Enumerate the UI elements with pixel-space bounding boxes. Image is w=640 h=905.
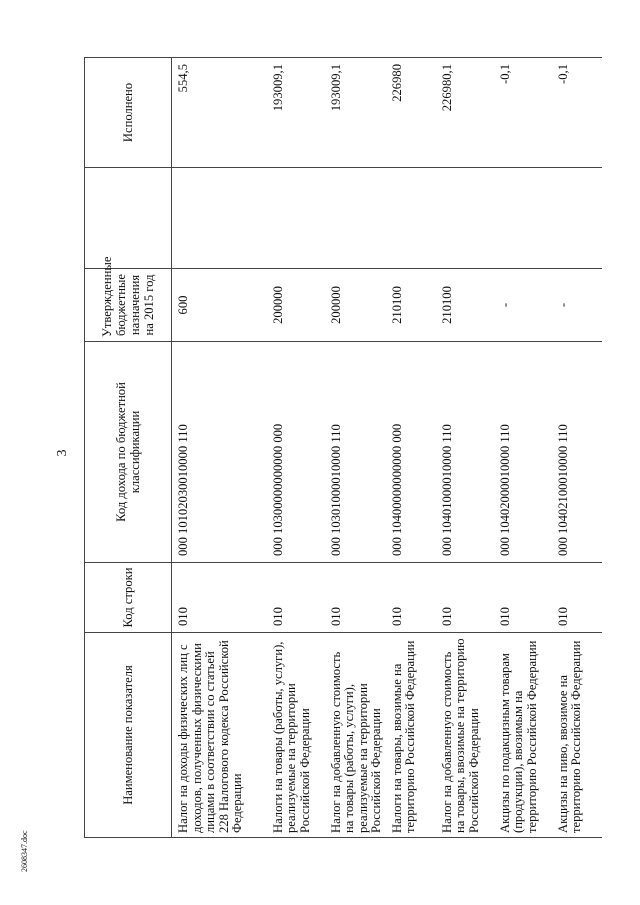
approved-value: 210100 <box>436 269 494 342</box>
spacer-cell <box>552 168 602 269</box>
line-code: 010 <box>552 563 602 633</box>
indicator-name: Налог на добавленную стоимость на товары (работы, услуги), реализуемые на территории Российской Федерации <box>325 633 386 838</box>
line-code: 010 <box>172 563 267 633</box>
table-row <box>552 58 602 838</box>
approved-value: 200000 <box>325 269 386 342</box>
spacer-cell <box>386 168 436 269</box>
table-header-row <box>85 58 172 838</box>
line-code: 010 <box>494 563 552 633</box>
indicator-name: Налог на доходы физических лиц с доходов, полученных физическими лицами в соответствии со статьей 228 Налогового кодекса Российской Федерации <box>172 633 267 838</box>
classification-code: 000 10400000000000 000 <box>386 342 436 563</box>
spacer-cell <box>325 168 386 269</box>
classification-code: 000 10301000010000 110 <box>325 342 386 563</box>
spacer-cell <box>172 168 267 269</box>
spacer-cell <box>436 168 494 269</box>
line-code: 010 <box>267 563 325 633</box>
rotated-page-content <box>84 58 583 838</box>
indicator-name: Акцизы по подакцизным товарам (продукции), ввозимым на территорию Российской Федерации <box>494 633 552 838</box>
header-indicator-name: Наименование показателя <box>85 633 172 838</box>
indicator-name: Налоги на товары, ввозимые на территорию Российской Федерации <box>386 633 436 838</box>
header-budget-classification-code: Код дохода по бюджетной классификации <box>85 342 172 563</box>
executed-value: 226980,1 <box>436 58 494 168</box>
indicator-name: Налоги на товары (работы, услуги), реализуемые на территории Российской Федерации <box>267 633 325 838</box>
approved-value: 210100 <box>386 269 436 342</box>
page-number: 3 <box>55 449 70 457</box>
approved-value: - <box>494 269 552 342</box>
classification-code: 000 10300000000000 000 <box>267 342 325 563</box>
indicator-name: Налог на добавленную стоимость на товары, ввозимые на территорию Российской Федерации <box>436 633 494 838</box>
approved-value: 200000 <box>267 269 325 342</box>
executed-value: -0,1 <box>552 58 602 168</box>
spacer-cell <box>267 168 325 269</box>
table-row <box>386 58 436 838</box>
table-row <box>325 58 386 838</box>
budget-revenue-table <box>84 57 602 838</box>
table-row <box>436 58 494 838</box>
executed-value: 193009,1 <box>267 58 325 168</box>
spacer-cell <box>494 168 552 269</box>
table-row <box>267 58 325 838</box>
table-row <box>494 58 552 838</box>
header-approved-2015: Утвержденные бюджетные назначения на 2015 год <box>85 269 172 342</box>
classification-code: 000 10402000010000 110 <box>494 342 552 563</box>
classification-code: 000 10102030010000 110 <box>172 342 267 563</box>
approved-value: 600 <box>172 269 267 342</box>
header-spacer <box>85 168 172 269</box>
executed-value: -0,1 <box>494 58 552 168</box>
indicator-name: Акцизы на пиво, ввозимое на территорию Российской Федерации <box>552 633 602 838</box>
line-code: 010 <box>325 563 386 633</box>
document-id: 2608347.doc <box>20 830 29 872</box>
header-executed: Исполнено <box>85 58 172 168</box>
executed-value: 193009,1 <box>325 58 386 168</box>
executed-value: 554,5 <box>172 58 267 168</box>
executed-value: 226980 <box>386 58 436 168</box>
classification-code: 000 10401000010000 110 <box>436 342 494 563</box>
line-code: 010 <box>436 563 494 633</box>
header-line-code: Код строки <box>85 563 172 633</box>
line-code: 010 <box>386 563 436 633</box>
table-row <box>172 58 267 838</box>
classification-code: 000 10402100010000 110 <box>552 342 602 563</box>
approved-value: - <box>552 269 602 342</box>
